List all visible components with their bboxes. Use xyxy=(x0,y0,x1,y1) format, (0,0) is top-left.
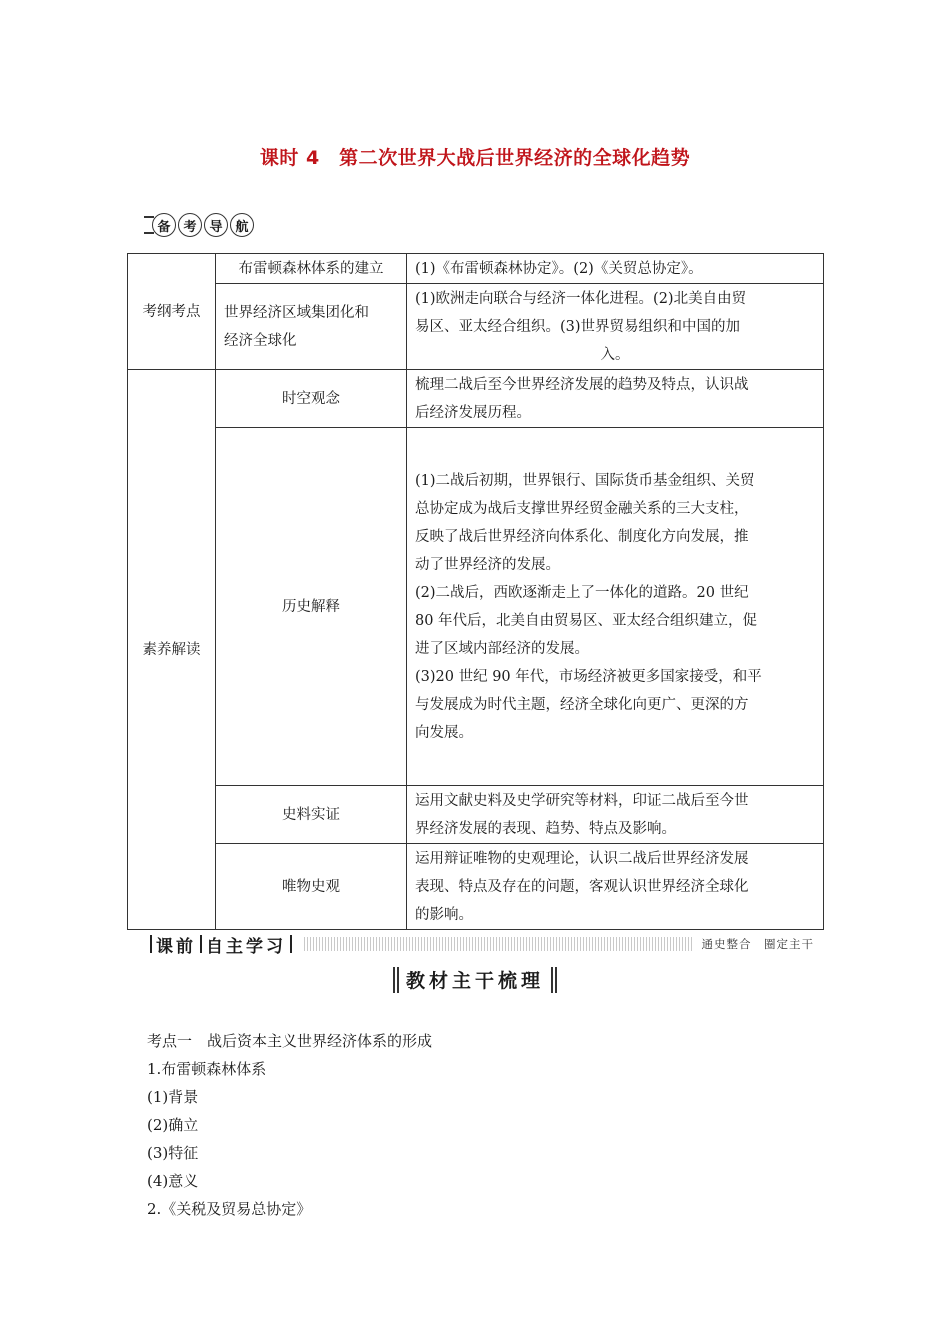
topic-line: 经济全球化 xyxy=(224,332,297,349)
content-line: 运用文献史料及史学研究等材料，印证二战后至今世 xyxy=(415,792,749,809)
content-cell xyxy=(407,786,824,844)
content-line: (1)欧洲走向联合与经济一体化进程。(2)北美自由贸 xyxy=(415,290,747,307)
content-cell: (1)《布雷顿森林协定》。(2)《关贸总协定》。 xyxy=(407,254,824,284)
topic-cell: 唯物史观 xyxy=(216,844,407,930)
topic-cell xyxy=(216,284,407,370)
section-title xyxy=(146,932,296,957)
divider xyxy=(555,967,557,993)
content-line: 进了区域内部经济的发展。 xyxy=(415,640,589,657)
content-line: 梳理二战后至今世界经济发展的趋势及特点，认识战 xyxy=(415,376,749,393)
content-cell xyxy=(407,428,824,786)
subhead xyxy=(0,966,950,993)
content-line: 向发展。 xyxy=(415,724,473,741)
hatched-fill xyxy=(304,937,694,951)
section-header-bar xyxy=(146,932,814,956)
content-line: (2)二战后，西欧逐渐走上了一体化的道路。20 世纪 xyxy=(415,584,749,601)
outline-line: (1)背景 xyxy=(147,1088,199,1106)
badge-char-4: 航 xyxy=(230,213,254,237)
section-title-a: 课前 xyxy=(156,936,196,957)
content-line: 反映了战后世界经济向体系化、制度化方向发展，推 xyxy=(415,528,749,545)
outline-line: 1.布雷顿森林体系 xyxy=(147,1060,267,1078)
divider xyxy=(290,935,292,953)
group-label-syllabus: 考纲考点 xyxy=(128,254,216,370)
content-line: 动了世界经济的发展。 xyxy=(415,556,560,573)
group-label-literacy: 素养解读 xyxy=(128,370,216,930)
content-line: 入。 xyxy=(600,346,630,363)
guide-table xyxy=(127,253,824,930)
content-line: (1)二战后初期，世界银行、国际货币基金组织、关贸 xyxy=(415,472,755,489)
content-cell xyxy=(407,284,824,370)
divider xyxy=(393,967,395,993)
topic-cell: 史料实证 xyxy=(216,786,407,844)
table-row xyxy=(128,284,824,370)
content-line: 总协定成为战后支撑世界经贸金融关系的三大支柱， xyxy=(415,500,749,517)
content-line: 80 年代后，北美自由贸易区、亚太经合组织建立，促 xyxy=(415,612,758,629)
outline-line: (4)意义 xyxy=(147,1172,199,1190)
content-line: 界经济发展的表现、趋势、特点及影响。 xyxy=(415,820,676,837)
content-line: 的影响。 xyxy=(415,906,473,923)
table-row xyxy=(128,844,824,930)
topic-cell: 时空观念 xyxy=(216,370,407,428)
table-row xyxy=(128,254,824,284)
topic-cell: 布雷顿森林体系的建立 xyxy=(216,254,407,284)
subhead-frame xyxy=(392,966,558,993)
badge-char-2: 考 xyxy=(178,213,202,237)
table-row xyxy=(128,786,824,844)
content-line: (3)20 世纪 90 年代，市场经济被更多国家接受，和平 xyxy=(415,668,762,685)
content-line: 与发展成为时代主题，经济全球化向更广、更深的方 xyxy=(415,696,749,713)
content-cell xyxy=(407,370,824,428)
outline-line: 2.《关税及贸易总协定》 xyxy=(147,1200,312,1218)
table-row xyxy=(128,428,824,786)
section-title-b: 自主学习 xyxy=(206,936,286,957)
divider xyxy=(551,967,553,993)
badge-char-3: 导 xyxy=(204,213,228,237)
divider xyxy=(200,935,202,953)
page-title: 课时 4 第二次世界大战后世界经济的全球化趋势 xyxy=(259,147,691,169)
content-line: 后经济发展历程。 xyxy=(415,404,531,421)
outline-line: (2)确立 xyxy=(147,1116,199,1134)
topic-cell: 历史解释 xyxy=(216,428,407,786)
content-line: 易区、亚太经合组织。(3)世界贸易组织和中国的加 xyxy=(415,318,741,335)
content-line: 运用辩证唯物的史观理论，认识二战后世界经济发展 xyxy=(415,850,749,867)
content-cell xyxy=(407,844,824,930)
outline-line: 考点一 战后资本主义世界经济体系的形成 xyxy=(147,1032,433,1050)
divider xyxy=(397,967,399,993)
divider xyxy=(150,935,152,953)
table-row xyxy=(128,370,824,428)
section-subtitle: 通史整合 圈定主干 xyxy=(701,937,814,951)
topic-line: 世界经济区域集团化和 xyxy=(224,304,369,321)
subhead-text: 教材主干梳理 xyxy=(405,970,544,992)
prep-guide-badge xyxy=(144,212,256,238)
outline-line: (3)特征 xyxy=(147,1144,199,1162)
content-line: 表现、特点及存在的问题，客观认识世界经济全球化 xyxy=(415,878,749,895)
body-outline xyxy=(147,1027,432,1223)
badge-char-1: 备 xyxy=(152,213,176,237)
